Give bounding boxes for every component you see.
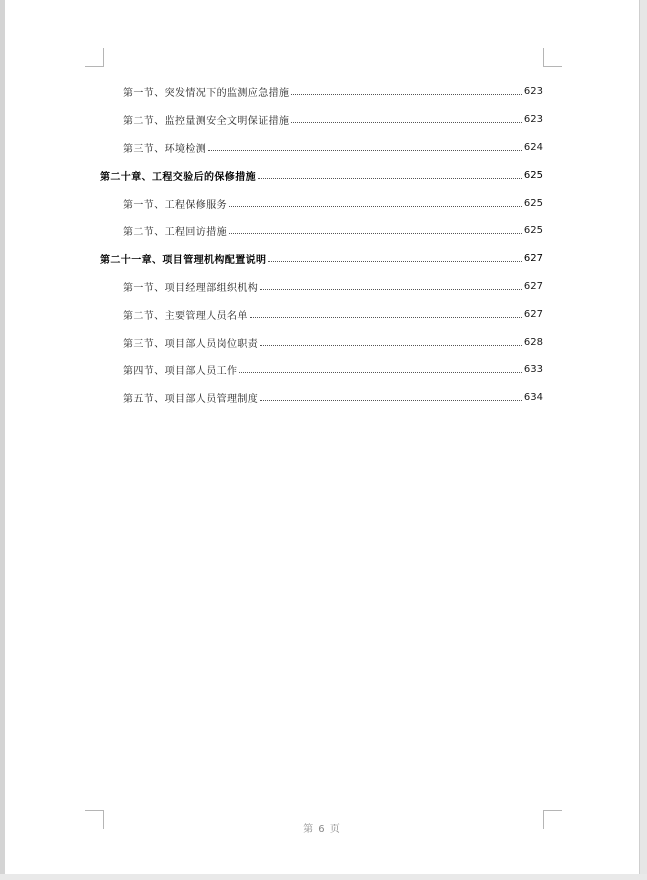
toc-dot-leader — [268, 251, 522, 262]
vertical-scrollbar[interactable] — [639, 0, 647, 880]
toc-dot-leader — [291, 112, 522, 123]
toc-entry[interactable] — [100, 134, 543, 162]
toc-entry-page: 628 — [523, 336, 543, 348]
toc-entry-page: 627 — [523, 308, 543, 320]
toc-entry-title: 第二节、监控量测安全文明保证措施 — [123, 116, 290, 128]
toc-entry[interactable] — [100, 300, 543, 328]
toc-entry-title: 第二节、主要管理人员名单 — [123, 310, 248, 322]
toc-entry[interactable] — [100, 189, 543, 217]
toc-entry-page: 633 — [523, 364, 543, 376]
toc-entry-page: 623 — [523, 114, 543, 126]
table-of-contents — [100, 78, 543, 412]
toc-entry-title: 第五节、项目部人员管理制度 — [123, 394, 259, 406]
toc-entry[interactable] — [100, 78, 543, 106]
toc-entry-page: 625 — [523, 169, 543, 181]
toc-entry-title: 第二十章、工程交验后的保修措施 — [100, 171, 256, 183]
toc-entry-title: 第一节、项目经理部组织机构 — [123, 282, 259, 294]
toc-entry-page: 625 — [523, 197, 543, 209]
toc-entry[interactable] — [100, 273, 543, 301]
toc-entry-title: 第二节、工程回访措施 — [123, 227, 227, 239]
toc-entry-page: 634 — [523, 392, 543, 404]
toc-entry-page: 624 — [523, 141, 543, 153]
toc-entry-title: 第一节、工程保修服务 — [123, 199, 227, 211]
toc-entry[interactable] — [100, 384, 543, 412]
toc-dot-leader — [260, 279, 522, 290]
toc-entry-page: 623 — [523, 86, 543, 98]
toc-entry[interactable] — [100, 328, 543, 356]
document-page — [5, 0, 639, 874]
toc-chapter-entry[interactable] — [100, 161, 543, 189]
toc-entry-page: 627 — [523, 253, 543, 265]
toc-entry[interactable] — [100, 356, 543, 384]
toc-entry-title: 第三节、环境检测 — [123, 143, 207, 155]
toc-entry-title: 第一节、突发情况下的监测应急措施 — [123, 88, 290, 100]
corner-mark-top-right — [543, 48, 562, 67]
toc-dot-leader — [239, 362, 522, 373]
horizontal-scrollbar[interactable] — [0, 874, 647, 880]
toc-dot-leader — [260, 335, 522, 346]
page-footer: 第 6 页 — [303, 824, 341, 835]
toc-entry-title: 第三节、项目部人员岗位职责 — [123, 338, 259, 350]
toc-entry-page: 625 — [523, 225, 543, 237]
toc-dot-leader — [208, 140, 522, 151]
toc-entry[interactable] — [100, 217, 543, 245]
toc-entry-title: 第二十一章、项目管理机构配置说明 — [100, 255, 267, 267]
toc-dot-leader — [260, 390, 522, 401]
toc-dot-leader — [250, 307, 522, 318]
toc-dot-leader — [258, 168, 522, 179]
toc-entry-page: 627 — [523, 280, 543, 292]
toc-dot-leader — [291, 84, 522, 95]
toc-chapter-entry[interactable] — [100, 245, 543, 273]
corner-mark-top-left — [85, 48, 104, 67]
toc-dot-leader — [229, 223, 522, 234]
toc-entry[interactable] — [100, 106, 543, 134]
toc-dot-leader — [229, 196, 522, 207]
toc-entry-title: 第四节、项目部人员工作 — [123, 366, 238, 378]
